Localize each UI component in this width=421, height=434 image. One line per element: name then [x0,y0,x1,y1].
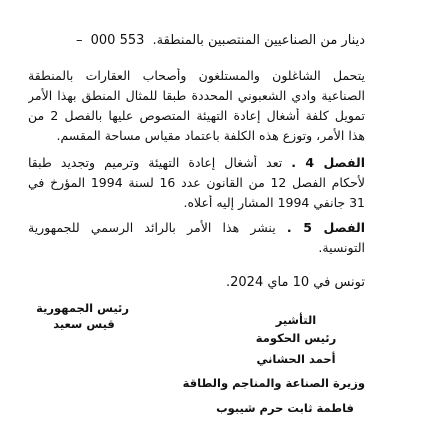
pm-title: رئيس الحكومة [255,331,337,345]
article4-label: الفصل 4 . [291,155,365,170]
article5-line-1 [28,220,365,236]
article5-label: الفصل 5 . [286,220,365,235]
paragraph1-line: تمويل كلفة أشغال إعادة التهيئة المتصوص عليها بالفصل 2 من [28,108,365,123]
minister-title: وزيرة الصناعة والمناجم والطاقة [182,376,365,390]
article5-text: ينشر هذا الأمر بالرائد الرسمي للجمهورية [28,220,276,235]
amount-dash: – [75,33,83,48]
decree-date: تونس في 10 ماي 2024. [226,275,365,290]
president-name: قيس سعيد [53,317,115,331]
article5-line: التونسية. [318,240,365,255]
president-title: رئيس الجمهورية [36,301,129,315]
paragraph1-line: يتحمل الشاغلون والمستلغون وأصحاب العقارات بالمنطقة [28,68,365,83]
paragraph1-line: الصناعية وادي الشعبوني المحددة طبقا للمثال المنطق بهذا الأمر [28,88,365,103]
countersign-label: التأشير [275,313,317,327]
paragraph1-line: هذا الأمر، وتوزع هذه الكلفة باعتماد مقياس مساحة المقسم. [56,128,365,143]
amount-value: 553 000 [90,33,145,48]
amount-line [76,33,365,49]
article4-text: تعد أشغال إعادة التهيئة وترميم وتجديد طبقا [28,155,283,170]
amount-text: دينار من الصناعيين المنتصبين بالمنطقة. [152,33,365,48]
article4-line: 31 جانفي 1994 المشار إليه أعلاه. [183,195,365,210]
pm-name: أحمد الحشاني [256,352,336,366]
article4-line-1 [28,155,365,171]
minister-name: فاطمة ثابت حرم شيبوب [216,401,354,415]
article4-line: لأحكام الفصل 12 من القانون عدد 16 لسنة 1994 المؤرخ في [28,175,365,190]
